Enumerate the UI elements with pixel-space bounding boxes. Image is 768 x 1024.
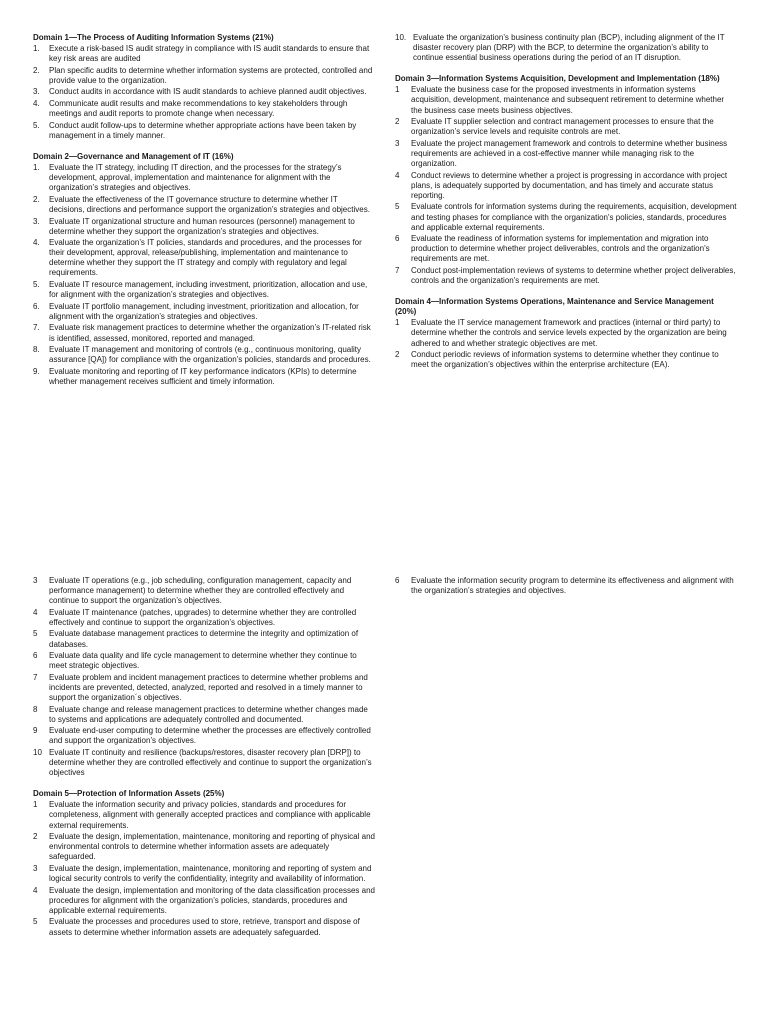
list-item — [33, 832, 375, 862]
domain3-title: Domain 3—Information Systems Acquisition, Development and Implementation (18%) — [395, 74, 720, 84]
item-text: Evaluate the effectiveness of the IT governance structure to determine whether IT decisions, directions and performance support the organization’s strategies and objectives. — [49, 194, 370, 214]
item-number: 2 — [33, 832, 38, 842]
item-number: 7. — [33, 323, 40, 333]
item-text: Evaluate the readiness of information systems for implementation and migration into production to determine whether project deliverables, controls and the organization's requirements are met. — [411, 234, 710, 264]
list-item — [33, 651, 375, 671]
item-number: 3 — [33, 576, 38, 585]
item-number: 2 — [395, 350, 400, 360]
item-text: Evaluate the organization’s IT policies, standards and procedures, and the processes for their development, approval, release/publishing, implementation and maintenance to determine whether they support the IT strategy and comply with regulatory and legal requirements. — [49, 238, 362, 278]
item-number: 3. — [33, 87, 40, 97]
domain5-continued — [395, 576, 737, 596]
item-number: 8. — [33, 345, 40, 355]
list-item — [33, 163, 375, 193]
item-number: 1. — [33, 44, 40, 54]
list-item — [395, 85, 737, 115]
item-number: 1 — [395, 318, 400, 328]
domain1-list — [33, 44, 375, 141]
list-item — [33, 748, 375, 778]
list-item — [33, 726, 375, 746]
item-number: 5. — [33, 280, 40, 290]
domain2-continued-list — [395, 33, 737, 63]
item-number: 1 — [33, 800, 38, 810]
item-number: 10 — [33, 748, 42, 757]
domain2-list — [33, 163, 375, 387]
item-text: Evaluate the IT service management framework and practices (internal or third party) to determine whether the controls and service levels expected by the organization are being adhered to and whether strategic objectives are met. — [411, 318, 727, 348]
list-item — [395, 318, 737, 348]
domain5-list — [33, 800, 375, 937]
list-item — [395, 33, 737, 63]
item-number: 6 — [33, 651, 38, 661]
list-item — [33, 195, 375, 215]
domain4-list — [395, 318, 737, 370]
domain1-section — [33, 33, 375, 141]
list-item — [33, 673, 375, 703]
domain5-continued-list — [395, 576, 737, 596]
page2-right-column — [395, 576, 737, 607]
item-number: 3 — [395, 138, 400, 148]
item-number: 7 — [33, 672, 38, 682]
domain2-title: Domain 2—Governance and Management of IT (16%) — [33, 151, 234, 161]
item-number: 3 — [33, 863, 38, 873]
item-text: Evaluate the design, implementation, maintenance, monitoring and reporting of physical and environmental controls to determine whether information assets are adequately safeguarded. — [49, 832, 375, 862]
item-number: 5 — [33, 917, 38, 927]
domain4-continued — [33, 576, 375, 778]
list-item — [395, 171, 737, 201]
item-text: Evaluate end-user computing to determine whether the processes are effectively controlled and support the organization’s objectives. — [49, 726, 371, 746]
list-item — [33, 323, 375, 343]
list-item — [33, 705, 375, 725]
item-number: 7 — [395, 265, 400, 275]
item-text: Evaluate the IT strategy, including IT direction, and the processes for the strategy’s development, approval, implementation and maintenance for alignment with the organization’s strategies and objectives. — [49, 163, 342, 193]
list-item — [33, 44, 375, 64]
item-text: Evaluate the information security program to determine its effectiveness and alignment with the organization’s strategies and objectives. — [411, 576, 734, 596]
list-item — [33, 121, 375, 141]
item-number: 2 — [395, 117, 400, 127]
list-item — [33, 576, 375, 606]
item-text: Evaluate IT operations (e.g., job scheduling, configuration management, capacity and performance management) to determine whether they are controlled effectively and continue to support the organization’s objectives. — [49, 576, 352, 606]
domain4-title: Domain 4—Information Systems Operations, Maintenance and Service Management (20%) — [395, 297, 714, 317]
item-number: 6. — [33, 301, 40, 311]
list-item — [33, 280, 375, 300]
list-item — [33, 367, 375, 387]
list-item — [33, 608, 375, 628]
item-text: Evaluate the organization’s business continuity plan (BCP), including alignment of the IT disaster recovery plan (DRP) with the BCP, to determine the organization’s ability to continue essential business operations during the period of an IT disruption. — [413, 33, 725, 63]
list-item — [395, 234, 737, 264]
item-text: Evaluate IT management and monitoring of controls (e.g., continuous monitoring, quality assurance [QA]) for compliance with the organization’s policies, standards and procedures. — [49, 345, 371, 365]
item-number: 4. — [33, 238, 40, 248]
domain3-list — [395, 85, 737, 286]
domain2-section — [33, 152, 375, 387]
item-text: Evaluate IT organizational structure and human resources (personnel) management to determine whether they support the organization’s strategies and objectives. — [49, 216, 355, 236]
list-item — [33, 864, 375, 884]
list-item — [395, 266, 737, 286]
item-text: Evaluate controls for information systems during the requirements, acquisition, development and testing phases for compliance with the organization's policies, standards, procedures and applicable external requirements. — [411, 202, 737, 232]
item-number: 8 — [33, 704, 38, 714]
list-item — [395, 139, 737, 169]
item-number: 4 — [33, 607, 38, 617]
item-number: 6 — [395, 576, 400, 585]
item-text: Evaluate the information security and privacy policies, standards and procedures for completeness, alignment with generally accepted practices and compliance with applicable external requirements. — [49, 800, 371, 830]
item-text: Conduct audits in accordance with IS audit standards to achieve planned audit objectives. — [49, 87, 367, 97]
item-text: Evaluate IT continuity and resilience (backups/restores, disaster recovery plan [DRP]) to determine whether they are controlled effectively and continue to support the organization’s objectives — [49, 748, 372, 778]
item-number: 2. — [33, 65, 40, 75]
item-text: Evaluate IT supplier selection and contract management processes to ensure that the organization’s service levels and requisite controls are met. — [411, 117, 714, 137]
item-text: Evaluate the business case for the proposed investments in information systems acquisition, development, maintenance and subsequent retirement to determine whether the business case meets business objectives. — [411, 85, 725, 115]
page1-left-column — [33, 33, 375, 398]
item-number: 4 — [33, 885, 38, 895]
page1-right-column — [395, 33, 737, 381]
item-number: 5. — [33, 120, 40, 130]
list-item — [395, 350, 737, 370]
item-number: 2. — [33, 194, 40, 204]
domain1-title: Domain 1—The Process of Auditing Information Systems (21%) — [33, 33, 274, 42]
list-item — [33, 238, 375, 278]
domain3-section — [395, 74, 737, 286]
list-item — [395, 202, 737, 232]
item-text: Evaluate problem and incident management practices to determine whether problems and incidents are prevented, detected, analyzed, reported and resolved in a timely manner to support the organization´s objectives. — [49, 672, 368, 703]
item-number: 10. — [395, 33, 407, 42]
list-item — [33, 629, 375, 649]
list-item — [33, 87, 375, 97]
item-text: Evaluate IT maintenance (patches, upgrades) to determine whether they are controlled effectively and continue to support the organization’s objectives. — [49, 607, 357, 627]
list-item — [33, 66, 375, 86]
list-item — [33, 217, 375, 237]
list-item — [395, 117, 737, 137]
item-text: Evaluate IT resource management, including investment, prioritization, allocation and use, for alignment with the organization’s strategies and objectives. — [49, 280, 368, 300]
item-number: 1. — [33, 163, 40, 173]
item-text: Conduct post-implementation reviews of systems to determine whether project deliverables, controls and the organization's requirements are met. — [411, 265, 736, 286]
item-text: Execute a risk-based IS audit strategy in compliance with IS audit standards to ensure that key risk areas are audited — [49, 44, 370, 64]
item-number: 3. — [33, 216, 40, 226]
item-text: Evaluate risk management practices to determine whether the organization’s IT-related risk is identified, assessed, monitored, reported and managed. — [49, 323, 371, 343]
item-text: Evaluate data quality and life cycle management to determine whether they continue to meet strategic objectives. — [49, 651, 357, 671]
list-item — [33, 886, 375, 916]
item-text: Conduct periodic reviews of information systems to determine whether they continue to meet the organization’s objectives within the enterprise architecture (EA). — [411, 350, 719, 370]
item-number: 9. — [33, 366, 40, 376]
item-text: Evaluate the design, implementation and monitoring of the data classification processes and procedures for alignment with the organization’s policies, standards, procedures and applicable external requirements. — [49, 885, 375, 915]
item-number: 6 — [395, 234, 400, 244]
list-item — [33, 302, 375, 322]
item-text: Plan specific audits to determine whether information systems are protected, controlled and provide value to the organization. — [49, 65, 373, 85]
item-text: Communicate audit results and make recommendations to key stakeholders through meetings and audit reports to promote change when necessary. — [49, 99, 348, 119]
item-text: Evaluate IT portfolio management, including investment, prioritization and allocation, for alignment with the organization’s strategies and objectives. — [49, 301, 359, 321]
domain4-section — [395, 297, 737, 370]
item-text: Evaluate database management practices to determine the integrity and optimization of databases. — [49, 629, 359, 649]
item-number: 4 — [395, 170, 400, 180]
item-text: Evaluate the project management framework and controls to determine whether business requirements are achieved in a cost-effective manner while managing risk to the organization. — [411, 138, 728, 169]
domain2-continued — [395, 33, 737, 63]
item-text: Evaluate change and release management practices to determine whether changes made to systems and applications are adequately controlled and documented. — [49, 704, 368, 724]
item-number: 5 — [395, 202, 400, 212]
list-item — [33, 345, 375, 365]
item-text: Conduct reviews to determine whether a project is progressing in accordance with project plans, is adequately supported by documentation, and has timely and accurate status reporting. — [411, 170, 728, 200]
domain5-title: Domain 5—Protection of Information Assets (25%) — [33, 789, 225, 799]
domain5-section — [33, 789, 375, 937]
list-item — [395, 576, 737, 596]
list-item — [33, 99, 375, 119]
item-text: Evaluate monitoring and reporting of IT key performance indicators (KPIs) to determine whether management receives sufficient and timely information. — [49, 366, 357, 386]
domain4-continued-list — [33, 576, 375, 778]
list-item — [33, 800, 375, 830]
item-number: 5 — [33, 629, 38, 639]
item-text: Conduct audit follow-ups to determine whether appropriate actions have been taken by management in a timely manner. — [49, 120, 357, 140]
item-number: 4. — [33, 99, 40, 109]
item-text: Evaluate the design, implementation, maintenance, monitoring and reporting of system and logical security controls to verify the confidentiality, integrity and availability of information. — [49, 863, 372, 884]
item-text: Evaluate the processes and procedures used to store, retrieve, transport and dispose of assets to determine whether information assets are adequately safeguarded. — [49, 917, 360, 937]
item-number: 1 — [395, 85, 400, 95]
item-number: 9 — [33, 726, 38, 736]
list-item — [33, 917, 375, 937]
page2-left-column — [33, 576, 375, 949]
